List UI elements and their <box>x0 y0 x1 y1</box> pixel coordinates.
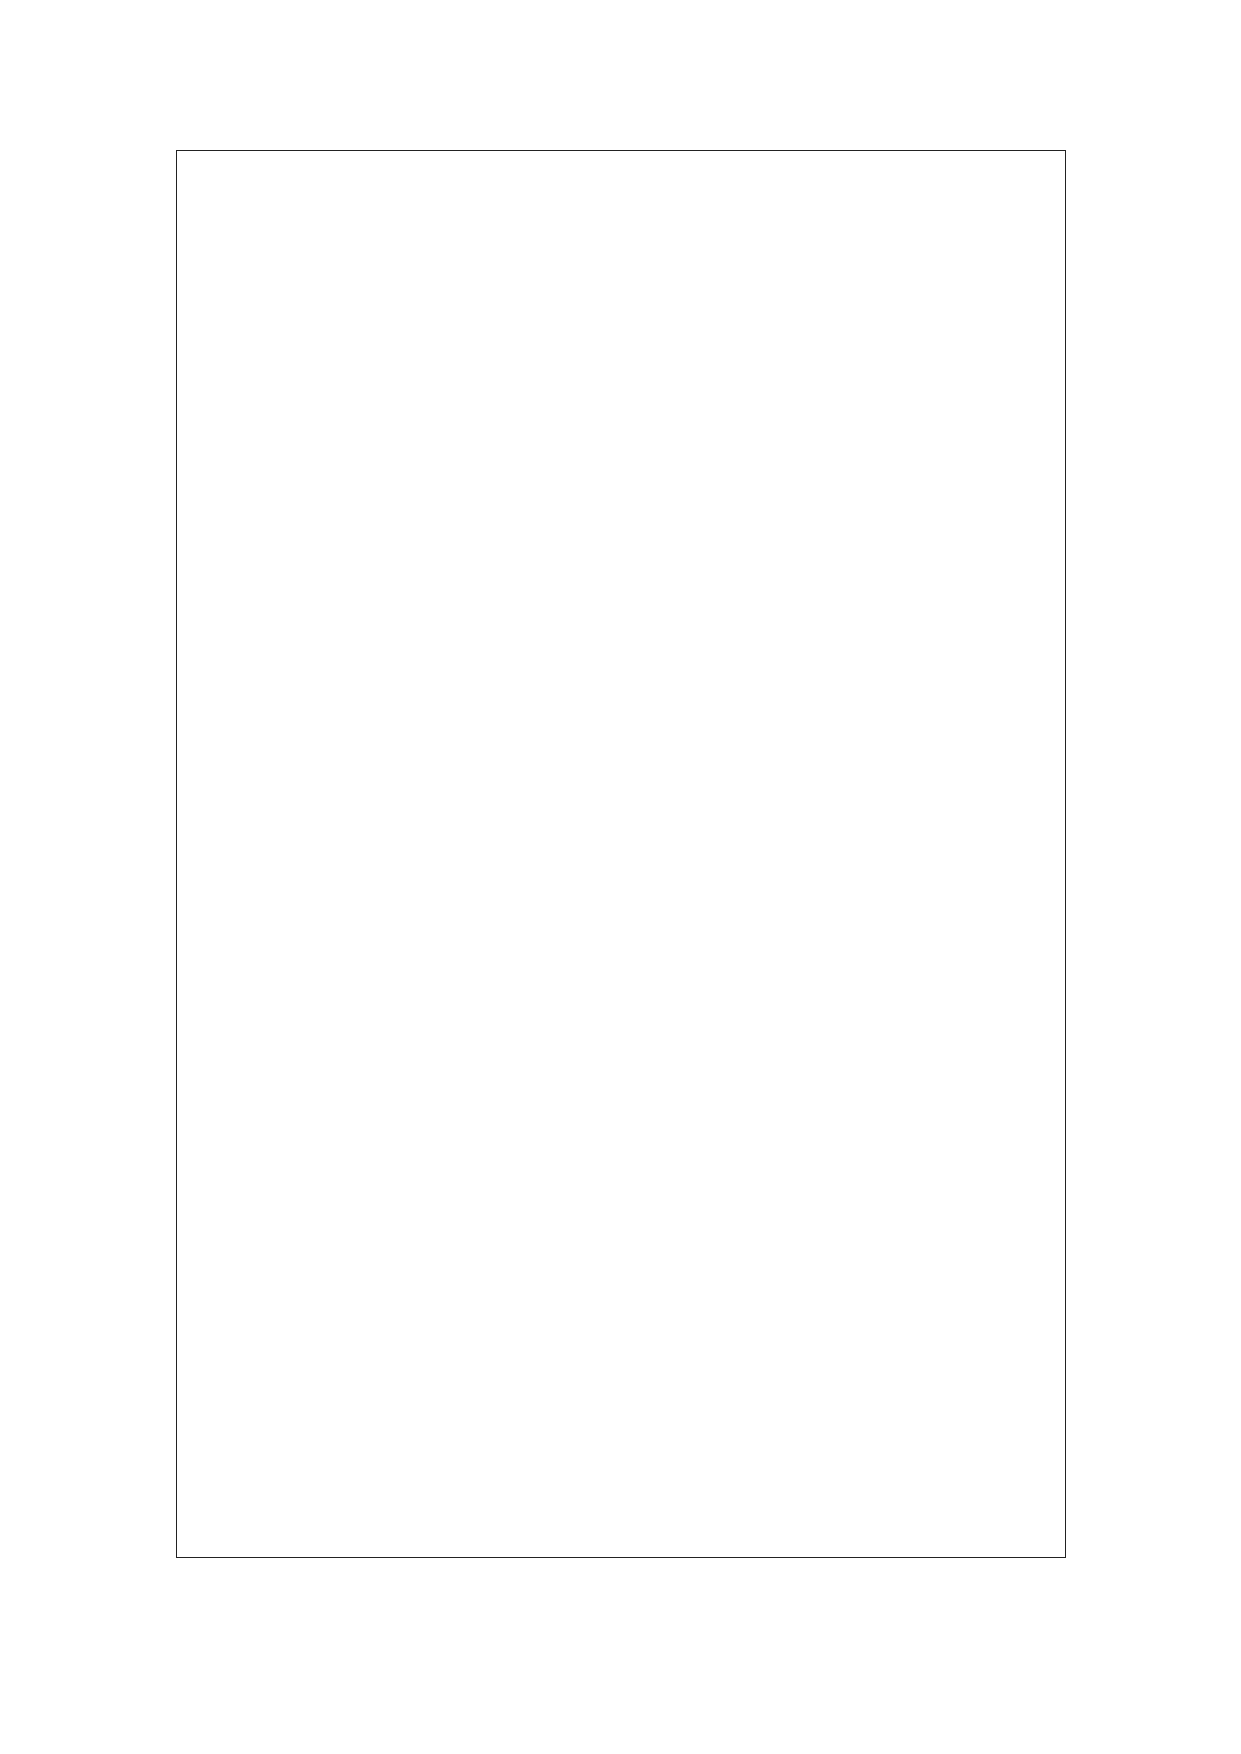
lesson-plan-table <box>176 150 1066 1558</box>
lesson-plan-cell <box>177 151 1065 179</box>
